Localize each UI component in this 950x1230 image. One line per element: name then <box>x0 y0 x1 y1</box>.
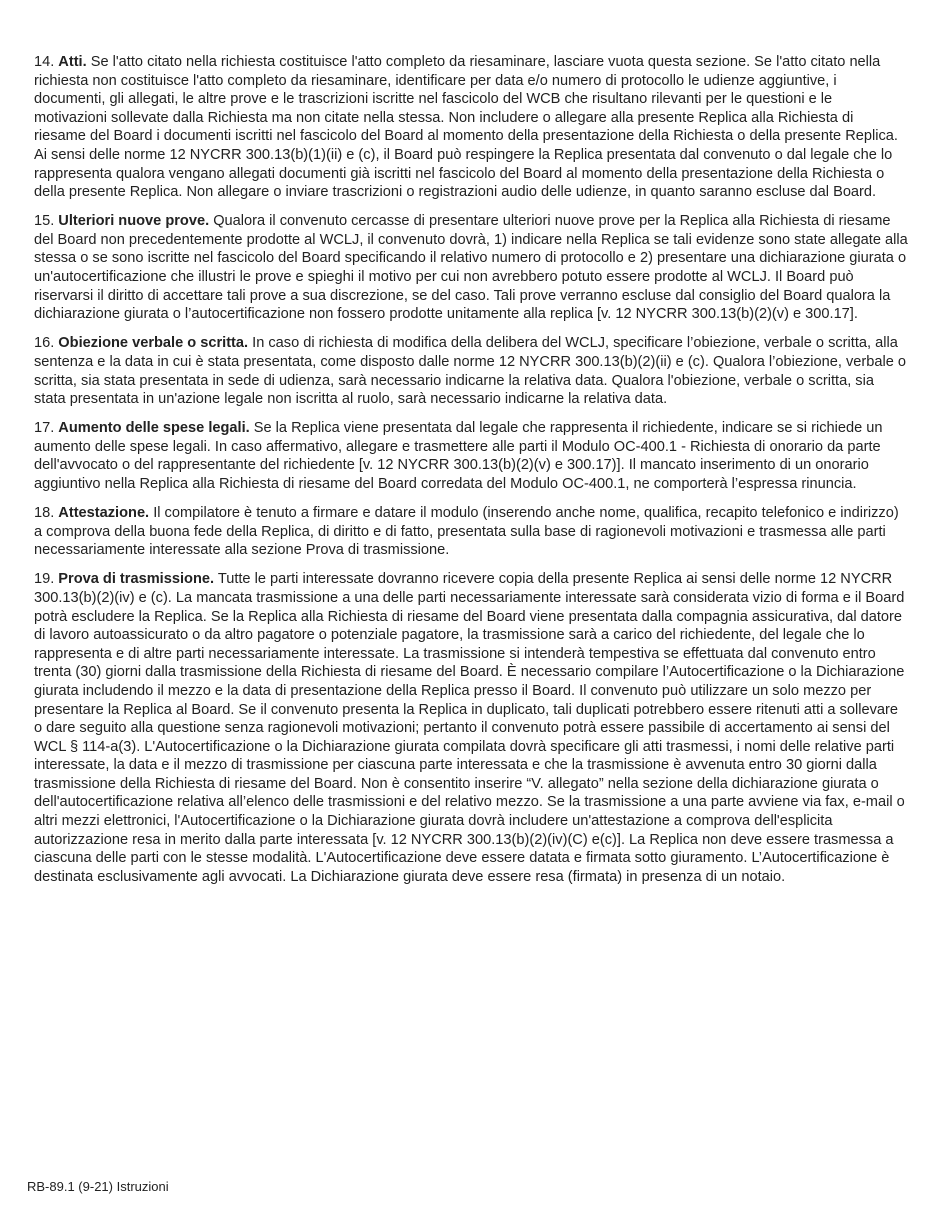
section-text: In caso di richiesta di modifica della delibera del WCLJ, specificare l’obiezione, verbale o scritta, alla sentenza e la data in cui è stata presentata, come disposto dalle norme 12 NYCRR 300.13(b)(2)(ii) e (c). Qualora l’obiezione, verbale o scritta, sia stata presentata in sede di udienza, sarà necessario indicarne la relativa data. Qualora l'obiezione, verbale o scritta, sia stata presentata in un'azione legale non iscritta al ruolo, sarà necessario indicarne la relativa data. <box>34 335 907 408</box>
section-heading: Prova di trasmissione. <box>58 571 215 588</box>
section-18-attestazione <box>34 504 908 560</box>
section-text: Il compilatore è tenuto a firmare e datare il modulo (inserendo anche nome, qualifica, recapito telefonico e indirizzo) a comprova della buona fede della Replica, di diritto e di fatto, presentata sulla base di ragionevoli motivazioni e trasmessa alle parti necessariamente interessate alla sezione Prova di trasmissione. <box>34 505 899 559</box>
section-16-obiezione <box>34 334 908 408</box>
instructions-body <box>34 53 908 897</box>
section-number: 18. <box>34 505 55 522</box>
section-text: Tutte le parti interessate dovranno ricevere copia della presente Replica ai sensi delle norme 12 NYCRR 300.13(b)(2)(iv) e (c). La mancata trasmissione a una delle parti necessariamente interessate sarà considerata vizio di forma e il Board potrà escludere la Replica. Se la Replica alla Richiesta di riesame del Board viene presentata dalla compagnia assicurativa, dal datore di lavoro autoassicurato o da altro pagatore o potenziale pagatore, la trasmissione sarà a carico del richiedente, del legale che lo rappresenta e di altre parti necessariamente interessate. La trasmissione si intenderà tempestiva se effettuata dal convenuto entro trenta (30) giorni dalla trasmissione della Richiesta di riesame del Board. È necessario compilare l’Autocertificazione o la Dichiarazione giurata includendo il mezzo e la data di presentazione della Replica presso il Board. Il convenuto può utilizzare un solo mezzo per presentare la Replica al Board. Se il convenuto presenta la Replica in duplicato, tali duplicati potrebbero essere ritenuti atti a sollevare o dare seguito alla questione senza ragionevoli motivazioni; pertanto il convenuto potrà essere passibile di accertamento ai sensi del WCL § 114-a(3). L'Autocertificazione o la Dichiarazione giurata compilata dovrà specificare gli atti trasmessi, i nomi delle relative parti interessate, la data e il mezzo di trasmissione per ciascuna parte interessata e che la trasmissione è avvenuta entro 30 giorni dalla trasmissione della Richiesta di riesame del Board. Non è consentito inserire “V. allegato” nella sezione della dichiarazione giurata o dell'autocertificazione relativa all’elenco delle trasmissioni e del relativo mezzo. Se la trasmissione a una parte avviene via fax, e-mail o altri mezzi elettronici, l'Autocertificazione o la Dichiarazione giurata dovrà includere un'attestazione a comprova dell'esplicita autorizzazione resa in merito dalla parte interessata [v. 12 NYCRR 300.13(b)(2)(iv)(C) e(c)]. La Replica non deve essere trasmessa a ciascuna delle parti con le stesse modalità. L'Autocertificazione deve essere datata e firmata sotto giuramento. L’Autocertificazione è destinata esclusivamente agli avvocati. La Dichiarazione giurata deve essere resa (firmata) in presenza di un notaio. <box>34 571 905 885</box>
section-heading: Obiezione verbale o scritta. <box>58 335 249 352</box>
section-17-aumento-spese-legali <box>34 419 908 493</box>
section-heading: Ulteriori nuove prove. <box>58 213 210 230</box>
section-19-prova-di-trasmissione <box>34 570 908 886</box>
section-heading: Atti. <box>58 54 87 70</box>
section-heading: Aumento delle spese legali. <box>58 420 250 437</box>
section-text: Se l'atto citato nella richiesta costituisce l'atto completo da riesaminare, lasciare vuota questa sezione. Se l'atto citato nella richiesta non costituisce l'atto completo da riesaminare, identificare per data e/o numero di protocollo le udienze aggiuntive, i documenti, gli allegati, le altre prove e le trascrizioni iscritte nel fascicolo del WCB che risultano rilevanti per le questioni e le motivazioni sollevate dalla Richiesta ma non citate nella stessa. Non includere o allegare alla presente Replica alla Richiesta di riesame del Board i documenti iscritti nel fascicolo del Board al momento della presentazione della Richiesta o della presente Replica. Ai sensi delle norme 12 NYCRR 300.13(b)(1)(ii) e (c), il Board può respingere la Replica presentata dal convenuto o dal legale che lo rappresenta qualora vengano allegati documenti già iscritti nel fascicolo del Board al momento della presentazione della Richiesta o della presente Replica. Non allegare o inviare trascrizioni o registrazioni audio delle udienze, in quanto saranno escluse dal Board. <box>34 54 898 201</box>
section-heading: Attestazione. <box>58 505 150 522</box>
section-14-atti <box>34 53 908 202</box>
section-number: 19. <box>34 571 55 588</box>
section-number: 16. <box>34 335 55 352</box>
section-number: 17. <box>34 420 55 437</box>
section-15-ulteriori-nuove-prove <box>34 212 908 324</box>
footer-form-id: RB-89.1 (9-21) Istruzioni <box>27 1179 169 1194</box>
section-text: Se la Replica viene presentata dal legale che rappresenta il richiedente, indicare se si richiede un aumento delle spese legali. In caso affermativo, allegare e trasmettere alle parti il Modulo OC-400.1 - Richiesta di onorario da parte dell'avvocato o del rappresentante del richiedente [v. 12 NYCRR 300.13(b)(2)(v) e 300.17)]. Il mancato inserimento di un onorario aggiuntivo nella Replica alla Richiesta di riesame del Board corredata del Modulo OC-400.1, ne comporterà l’espressa rinuncia. <box>34 420 883 492</box>
section-number: 14. <box>34 54 55 70</box>
section-text: Qualora il convenuto cercasse di presentare ulteriori nuove prove per la Replica alla Richiesta di riesame del Board non precedentemente prodotte al WCLJ, il convenuto dovrà, 1) indicare nella Replica se tali evidenze sono state allegate alla stessa o se sono iscritte nel fascicolo del Board specificando il relativo numero di protocollo e 2) presentare una dichiarazione giurata o un'autocertificazione che illustri le prove e spieghi il motivo per cui non avrebbero potuto essere prodotte al WCLJ. Il Board può riservarsi il diritto di accettare tali prove a sua discrezione, se del caso. Tali prove verranno escluse dal consiglio del Board qualora la dichiarazione giurata o l’autocertificazione non fossero prodotte unitamente alla replica [v. 12 NYCRR 300.13(b)(2)(v) e 300.17]. <box>34 213 908 323</box>
section-number: 15. <box>34 213 55 230</box>
